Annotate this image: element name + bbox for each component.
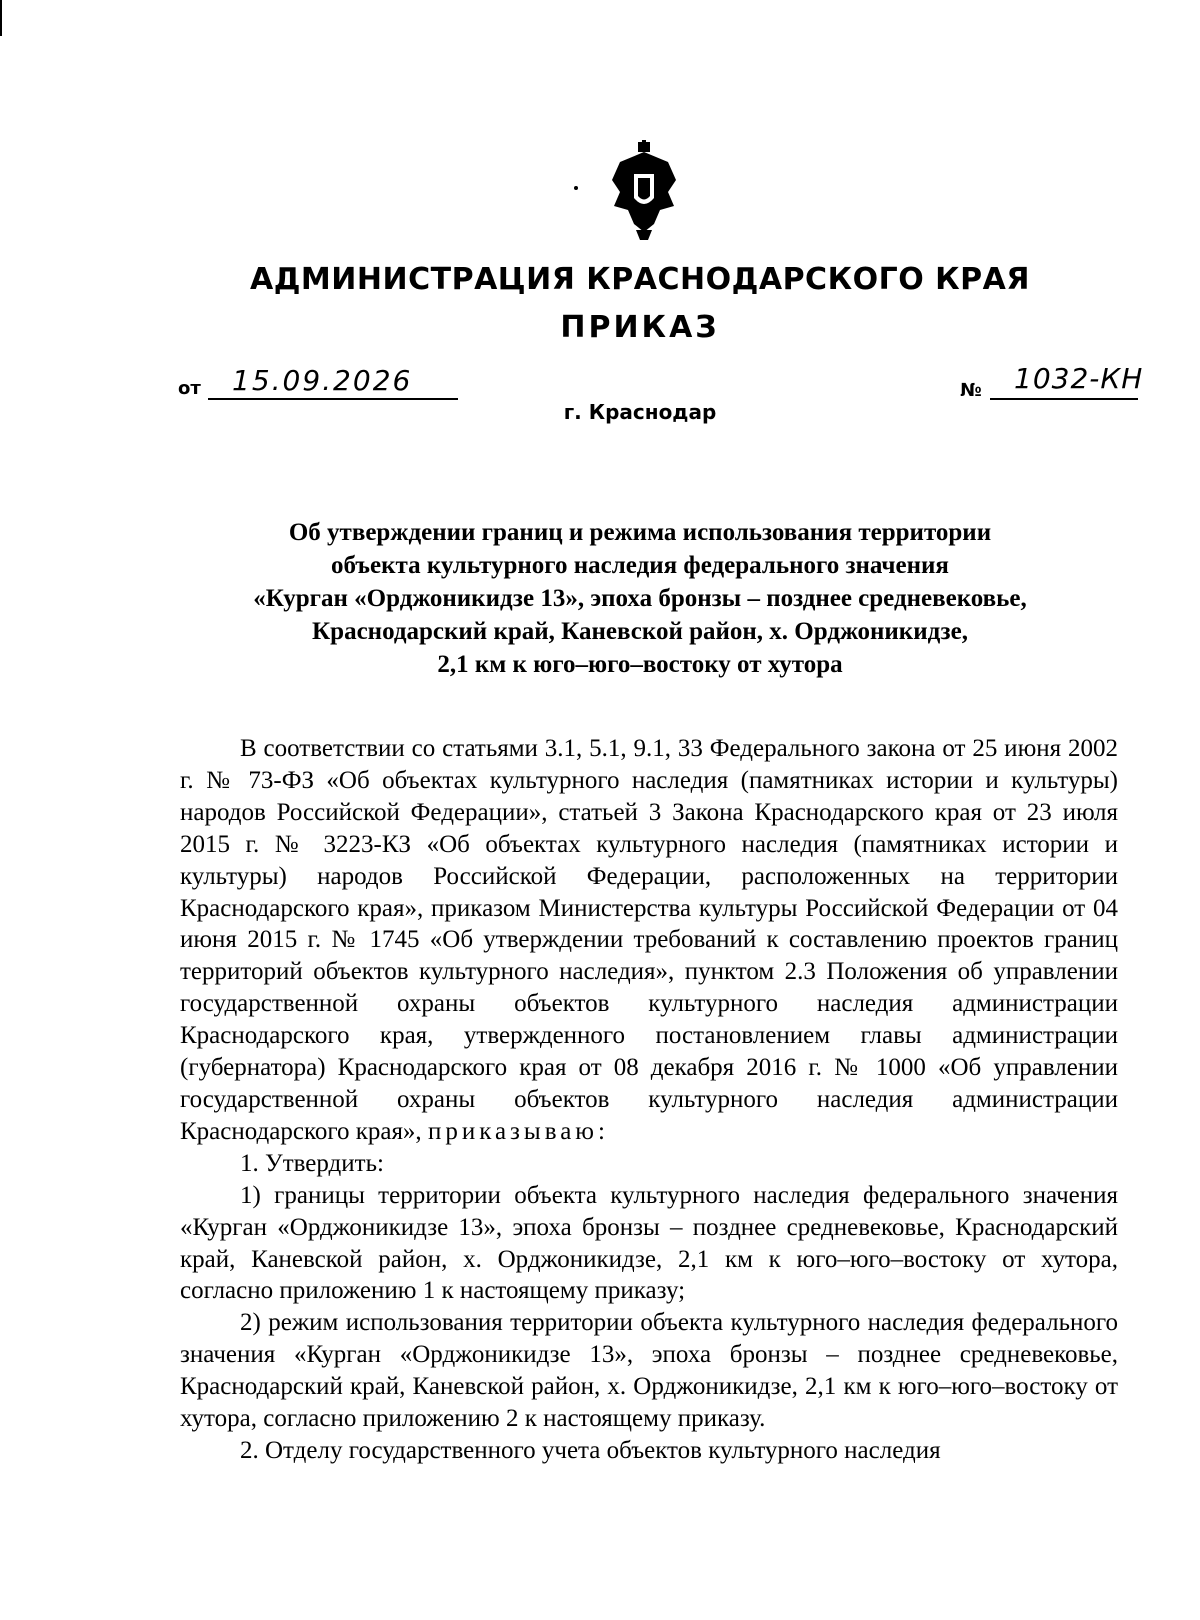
order-word: приказываю: <box>427 1117 609 1145</box>
number-label: № <box>960 380 982 401</box>
title-line: Краснодарский край, Каневской район, х. Орджоникидзе, <box>312 618 968 645</box>
preamble-text: В соответствии со статьями 3.1, 5.1, 9.1, 33 Федерального закона от 25 июня 2002 г. № 73-ФЗ «Об объектах культурного наследия (памятниках истории и культуры) народов Российской Федерации», статьей 3 Закона Краснодарского края от 23 июля 2015 г. № 3223-КЗ «Об объектах культурного наследия (памятниках истории и культуры) народов Российской Федерации, расположенных на территории Краснодарского края», приказом Министерства культуры Российской Федерации от 04 июня 2015 г. № 1745 «Об утверждении требований к составлению проектов границ территорий объектов культурного наследия», пунктом 2.3 Положения об управлении государственной охраны объектов культурного наследия администрации Краснодарского края, утвержденного постановлением главы администрации (губернатора) Краснодарского края от 08 декабря 2016 г. № 1000 «Об управлении государственной охраны объектов культурного наследия администрации Краснодарского края», <box>180 735 1118 1145</box>
item-2: 2. Отделу государственного учета объектов культурного наследия <box>240 1436 941 1464</box>
organization-name: АДМИНИСТРАЦИЯ КРАСНОДАРСКОГО КРАЯ <box>250 262 1030 297</box>
coat-of-arms-emblem <box>608 140 680 240</box>
date-label: от <box>178 378 201 399</box>
item-1-2: 2) режим использования территории объекта культурного наследия федерального значения «Курган «Орджоникидзе 13», эпоха бронзы – позднее средневековье, Краснодарский край, Каневской район, х. Орджоникидзе, 2,1 км к юго–юго–востоку от хутора, согласно приложению 2 к настоящему приказу. <box>180 1309 1118 1433</box>
title-line: «Курган «Орджоникидзе 13», эпоха бронзы – позднее средневековье, <box>253 585 1027 612</box>
document-title <box>200 516 1080 681</box>
document-type: ПРИКАЗ <box>560 310 720 345</box>
item-1: 1. Утвердить: <box>240 1149 384 1177</box>
title-line: Об утверждении границ и режима использования территории <box>288 519 992 546</box>
scan-dot <box>574 186 578 190</box>
date-value: 15.09.2026 <box>232 364 413 397</box>
number-underline <box>990 398 1138 400</box>
preamble-paragraph <box>180 733 1118 1148</box>
title-line: объекта культурного наследия федерального значения <box>331 552 949 579</box>
title-line: 2,1 км к юго–юго–востоку от хутора <box>437 651 843 678</box>
document-body <box>180 733 1118 1467</box>
city: г. Краснодар <box>563 400 717 424</box>
document-number: 1032-КН <box>1014 362 1144 395</box>
scan-edge-mark <box>0 0 2 36</box>
item-1-1: 1) границы территории объекта культурного наследия федерального значения «Курган «Орджоникидзе 13», эпоха бронзы – позднее средневековье, Краснодарский край, Каневской район, х. Орджоникидзе, 2,1 км к юго–юго–востоку от хутора, согласно приложению 1 к настоящему приказу; <box>180 1181 1118 1305</box>
